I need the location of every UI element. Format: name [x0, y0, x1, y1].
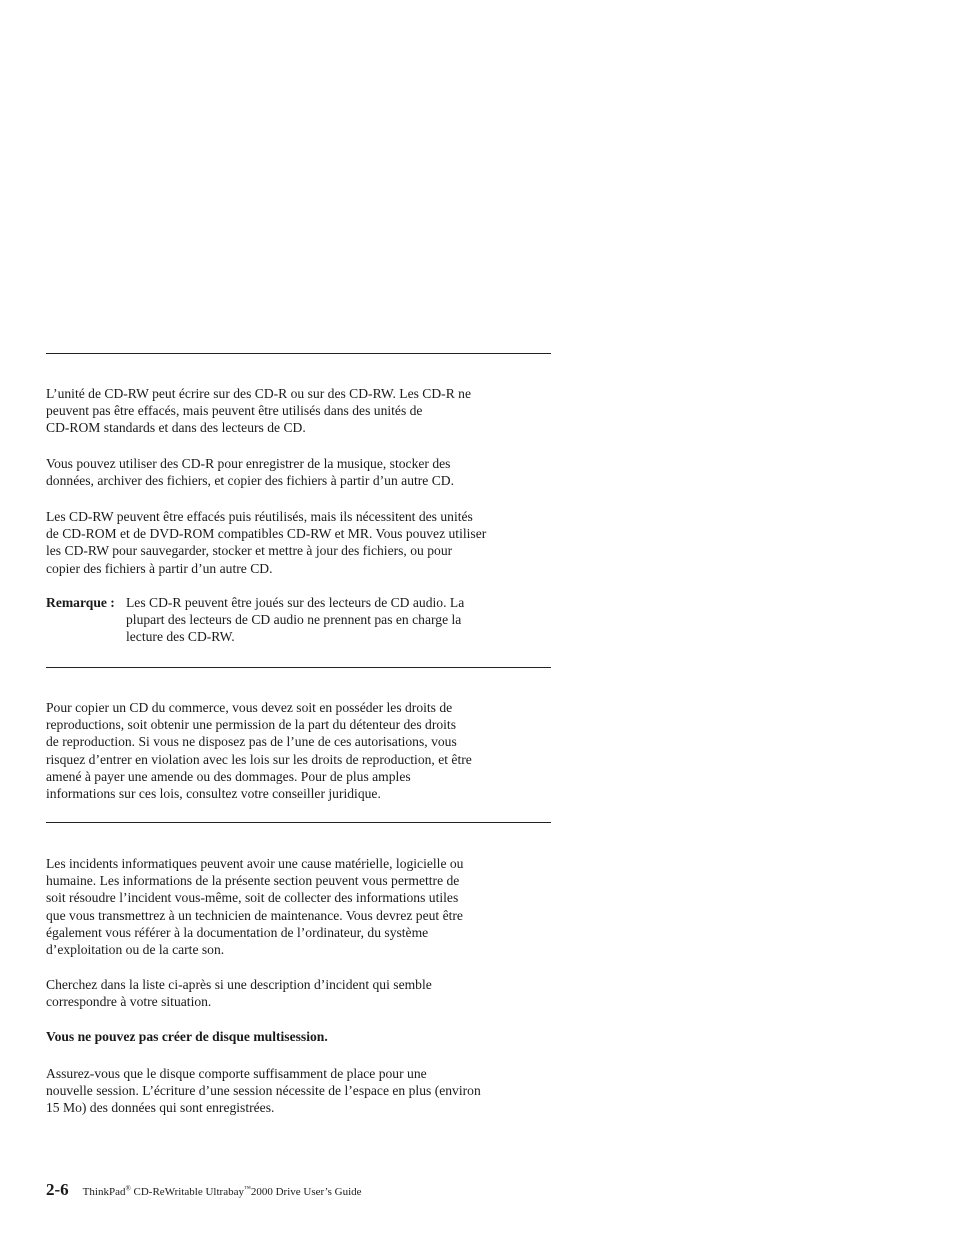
paragraph-cdrw-overview: L’unité de CD-RW peut écrire sur des CD-R ou sur des CD-RW. Les CD-R ne peuvent pas être effacés, mais peuvent être utilisés dans des unités de CD-ROM standards et dans des lecteurs de CD.	[46, 386, 472, 436]
paragraph-copyright: Pour copier un CD du commerce, vous devez soit en posséder les droits de reproductions, soit obtenir une permission de la part du détenteur des droits de reproduction. Si vous ne disposez pas de l’une de ces autorisations, vous risquez d’entrer en violation avec les lois sur les droits de reproduction, et être amené à payer une amende ou des dommages. Pour de plus amples informations sur ces lois, consultez votre conseiller juridique.	[46, 700, 472, 802]
paragraph-cdrw-usage: Les CD-RW peuvent être effacés puis réutilisés, mais ils nécessitent des unités de CD-ROM et de DVD-ROM compatibles CD-RW et MR. Vous pouvez utiliser les CD-RW pour sauvegarder, stocker et mettre à jour des fichiers, ou pour copier des fichiers à partir d’un autre CD.	[46, 509, 487, 576]
paragraph-incident-list: Cherchez dans la liste ci-après si une description d’incident qui semble correspondre à votre situation.	[46, 977, 432, 1010]
section-divider-3	[46, 822, 551, 823]
section-divider-2	[46, 667, 551, 668]
note-label: Remarque :	[46, 595, 115, 610]
paragraph-multisession-fix: Assurez-vous que le disque comporte suffisamment de place pour une nouvelle session. L’écriture d’une session nécessite de l’espace en plus (environ 15 Mo) des données qui sont enregistrées.	[46, 1066, 481, 1116]
page-number: 2-6	[46, 1180, 69, 1199]
note-body: Les CD-R peuvent être joués sur des lecteurs de CD audio. La plupart des lecteurs de CD audio ne prennent pas en charge la lecture des CD-RW.	[126, 595, 465, 645]
footer-title: ThinkPad® CD-ReWritable Ultrabay™2000 Drive User’s Guide	[82, 1184, 362, 1198]
paragraph-cdr-usage: Vous pouvez utiliser des CD-R pour enregistrer de la musique, stocker des données, archiver des fichiers, et copier des fichiers à partir d’un autre CD.	[46, 456, 455, 489]
section-divider-1	[46, 353, 551, 354]
incident-heading-multisession: Vous ne pouvez pas créer de disque multisession.	[46, 1029, 328, 1044]
paragraph-troubleshooting-intro: Les incidents informatiques peuvent avoir une cause matérielle, logicielle ou humaine. Les informations de la présente section peuvent vous permettre de soit résoudre l’incident vous-même, soit de collecter des informations utiles que vous transmettrez à un technicien de maintenance. Vous devrez peut être également vous référer à la documentation de l’ordinateur, du système d’exploitation ou de la carte son.	[46, 856, 464, 958]
page-footer	[46, 1180, 362, 1202]
